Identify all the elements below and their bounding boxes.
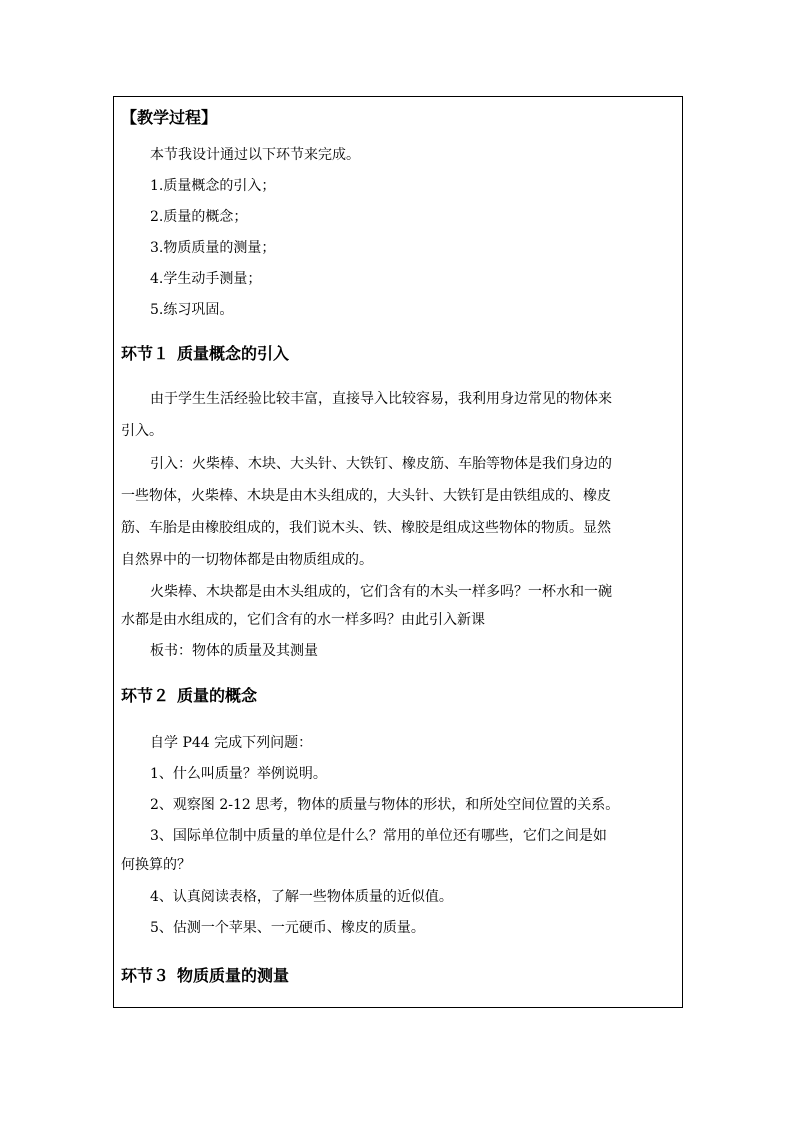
section-heading-3 — [121, 965, 289, 987]
question-item: 4、认真阅读表格，了解一些物体质量的近似值。 — [150, 889, 453, 905]
heading-label: 环节２ — [121, 686, 170, 705]
heading-title: 物质质量的测量 — [177, 966, 290, 985]
question-item: 5、估测一个苹果、一元硬币、橡皮的质量。 — [150, 920, 425, 936]
intro-text: 本节我设计通过以下环节来完成。 — [150, 147, 360, 163]
question-item: 1、什么叫质量？举例说明。 — [150, 766, 327, 782]
paragraph-line: 一些物体，火柴棒、木块是由木头组成的，大头针、大铁钉是由铁组成的、橡皮 — [121, 488, 611, 504]
question-intro: 自学 P44 完成下列问题： — [150, 735, 313, 751]
paragraph-line: 火柴棒、木块都是由木头组成的，它们含有的木头一样多吗？一杯水和一碗 — [150, 584, 612, 600]
step-item: 4.学生动手测量； — [150, 271, 262, 287]
paragraph-line: 水都是由水组成的，它们含有的水一样多吗？由此引入新课 — [121, 612, 485, 628]
question-item: 2、观察图 2-12 思考，物体的质量与物体的形状，和所处空间位置的关系。 — [150, 797, 620, 813]
heading-title: 质量概念的引入 — [177, 344, 290, 363]
section-title: 【教学过程】 — [121, 108, 218, 127]
section-heading-2 — [121, 685, 257, 707]
paragraph-line: 引入。 — [121, 423, 163, 439]
question-item: 3、国际单位制中质量的单位是什么？常用的单位还有哪些，它们之间是如 — [150, 828, 607, 844]
section-heading-1 — [121, 343, 289, 365]
question-item: 何换算的？ — [121, 857, 191, 873]
content-box — [113, 96, 683, 1008]
paragraph-line: 板书：物体的质量及其测量 — [150, 643, 318, 659]
paragraph-line: 由于学生生活经验比较丰富，直接导入比较容易，我利用身边常见的物体来 — [150, 391, 612, 407]
paragraph-line: 筋、车胎是由橡胶组成的，我们说木头、铁、橡胶是组成这些物体的物质。显然 — [121, 520, 611, 536]
step-item: 2.质量的概念； — [150, 209, 248, 225]
step-item: 5.练习巩固。 — [150, 302, 234, 318]
step-item: 1.质量概念的引入； — [150, 178, 276, 194]
paragraph-line: 自然界中的一切物体都是由物质组成的。 — [121, 552, 373, 568]
heading-label: 环节１ — [121, 344, 170, 363]
step-item: 3.物质质量的测量； — [150, 240, 276, 256]
heading-title: 质量的概念 — [177, 686, 258, 705]
paragraph-line: 引入：火柴棒、木块、大头针、大铁钉、橡皮筋、车胎等物体是我们身边的 — [150, 456, 612, 472]
heading-label: 环节３ — [121, 966, 170, 985]
